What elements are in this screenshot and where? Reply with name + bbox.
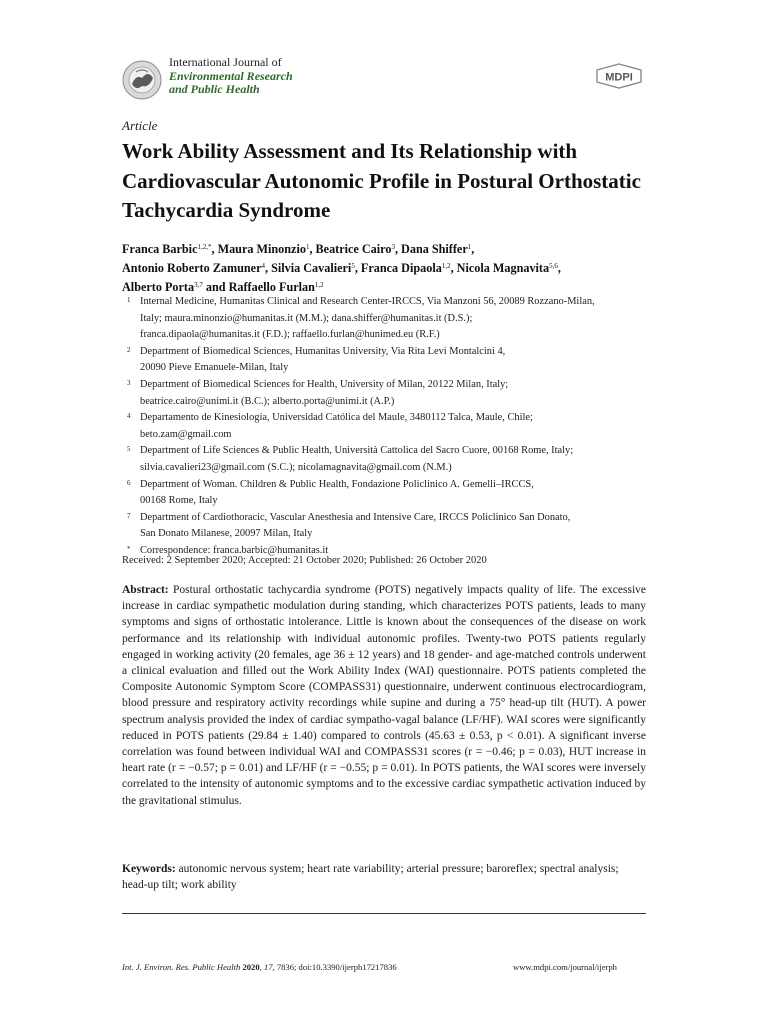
- author-affiliation-marker: 5: [351, 262, 355, 270]
- affiliation-item: [127, 344, 657, 377]
- mdpi-logo-text: MDPI: [605, 71, 633, 84]
- affiliation-item: [127, 443, 657, 476]
- author-name: Alberto Porta: [122, 280, 195, 294]
- keywords-label: Keywords:: [122, 863, 176, 875]
- journal-name-line1: International Journal of: [169, 55, 282, 69]
- abstract-text: Postural orthostatic tachycardia syndrome (POTS) negatively impacts quality of life. The excessive increase in cardiac sympathetic modulation during standing, which characterizes POTS patients, leads to many symptoms and signs of orthostatic intolerance. Little is known about the consequences of the disease on work performance and its relationship with individual autonomic profiles. Twenty-two POTS patients regularly engaged in working activity (20 females, age 36 ± 12 years) and 18 gender- and age-matched controls underwent a clinical evaluation and filled out the Work Ability Index (WAI) questionnaire. POTS patients completed the Composite Autonomic Symptom Score (COMPASS31) questionnaire, underwent continuous electrocardiogram, blood pressure and respiratory activity recordings while supine and during a 75° head-up tilt (HUT). A power spectrum analysis provided the index of cardiac sympatho-vagal balance (LF/HF). WAI scores were significantly reduced in POTS patients (29.84 ± 1.40) compared to controls (45.63 ± 0.53, p < 0.01). A significant inverse correlation was found between individual WAI and COMPASS31 scores (r = −0.46; p = 0.03), HUT increase in heart rate (r = −0.57; p = 0.01) and LF/HF (r = −0.55; p = 0.01). In POTS patients, the WAI scores were inversely correlated to the intensity of autonomic symptoms and to the excessive cardiac sympathetic activation induced by the gravitational stimulus.: [122, 584, 647, 807]
- affiliation-item: [127, 477, 657, 510]
- author-affiliation-marker: 1,2,*: [197, 243, 212, 251]
- author-affiliation-marker: 1,2: [314, 281, 324, 289]
- affiliation-line: Internal Medicine, Humanitas Clinical and Research Center-IRCCS, Via Manzoni 56, 20089 Rozzano-Milan,: [140, 296, 595, 307]
- author-name: Franca Dipaola: [360, 261, 442, 275]
- footer-doi: , 7836; doi:10.3390/ijerph17217836: [272, 962, 397, 972]
- author-name: Silvia Cavalieri: [271, 261, 352, 275]
- affiliation-line: 00168 Rome, Italy: [140, 495, 218, 507]
- author-separator: ,: [471, 242, 475, 256]
- footer-citation: Int. J. Environ. Res. Public Health 2020, 17, 7836; doi:10.3390/ijerph17217836: [122, 962, 397, 972]
- mdpi-logo: [594, 63, 644, 89]
- affiliation-number: 2: [127, 345, 131, 354]
- author-affiliation-marker: 5,6: [549, 262, 558, 270]
- affiliation-text: [140, 410, 657, 443]
- affiliation-line: beatrice.cairo@unimi.it (B.C.); alberto.porta@unimi.it (A.P.): [140, 395, 395, 407]
- abstract: [122, 582, 646, 809]
- author-name: Dana Shiffer: [401, 242, 468, 256]
- author-affiliation-marker: 3,7: [194, 281, 203, 289]
- affiliation-item: [127, 377, 657, 410]
- author-name: Antonio Roberto Zamuner: [122, 261, 262, 275]
- author-affiliation-marker: 1: [305, 243, 310, 251]
- author-affiliation-marker: 3: [391, 243, 395, 251]
- author-affiliation-marker: 1: [467, 243, 472, 251]
- affiliation-line: Correspondence: franca.barbic@humanitas.it: [140, 544, 329, 556]
- affiliation-line: Italy; maura.minonzio@humanitas.it (M.M.); dana.shiffer@humanitas.it (D.S.);: [140, 312, 473, 324]
- author-separator: ,: [211, 242, 218, 256]
- author-name: Maura Minonzio: [217, 242, 306, 256]
- author-separator: ,: [557, 261, 561, 275]
- affiliation-text: [140, 510, 657, 543]
- author-name: Raffaello Furlan: [228, 280, 315, 294]
- journal-logo-icon: [122, 60, 162, 100]
- author-separator: ,: [264, 261, 272, 275]
- affiliation-line: Department of Life Sciences & Public Health, Università Cattolica del Sacro Cuore, 00168 Rome, Italy;: [140, 445, 574, 457]
- affiliation-line: beto.zam@gmail.com: [140, 428, 232, 440]
- affiliation-number: *: [127, 544, 131, 553]
- affiliation-number: 4: [127, 412, 131, 421]
- affiliation-line: 20090 Pieve Emanuele-Milan, Italy: [140, 362, 289, 374]
- affiliation-line: Department of Woman. Children & Public Health, Fondazione Policlinico A. Gemelli–IRCCS,: [140, 478, 534, 490]
- affiliation-text: [140, 294, 657, 344]
- affiliation-number: 5: [127, 445, 131, 454]
- affiliation-number: 6: [127, 478, 131, 487]
- author-list: [122, 239, 642, 296]
- author-name: Nicola Magnavita: [456, 261, 550, 275]
- affiliation-line: Department of Cardiothoracic, Vascular Anesthesia and Intensive Care, IRCCS Policlinico San Donato,: [140, 511, 571, 523]
- author-separator: ,: [309, 242, 316, 256]
- publication-dates: Received: 2 September 2020; Accepted: 21 October 2020; Published: 26 October 2020: [122, 555, 487, 566]
- footer-journal-url[interactable]: www.mdpi.com/journal/ijerph: [513, 962, 617, 972]
- affiliation-text: [140, 377, 657, 410]
- affiliation-item: [127, 410, 657, 443]
- affiliation-list: [127, 294, 657, 560]
- affiliation-line: silvia.cavalieri23@gmail.com (S.C.); nicolamagnavita@gmail.com (N.M.): [140, 461, 452, 473]
- affiliation-item: [127, 294, 657, 344]
- author-affiliation-marker: 4: [261, 262, 265, 270]
- article-type: Article: [122, 118, 158, 133]
- author-separator: ,: [354, 261, 361, 275]
- author-separator: and: [202, 280, 229, 294]
- keywords: [122, 861, 646, 893]
- affiliation-line: Department of Biomedical Sciences for Health, University of Milan, 20122 Milan, Italy;: [140, 378, 509, 390]
- journal-name: [169, 56, 293, 97]
- affiliation-text: [140, 477, 657, 510]
- affiliation-line: franca.dipaola@humanitas.it (F.D.); raffaello.furlan@hunimed.eu (R.F.): [140, 329, 440, 341]
- abstract-label: Abstract:: [122, 584, 169, 596]
- affiliation-number: 3: [127, 378, 131, 387]
- footer-volume: 17: [263, 962, 273, 972]
- affiliation-line: San Donato Milanese, 20097 Milan, Italy: [140, 528, 313, 540]
- keywords-text: autonomic nervous system; heart rate variability; arterial pressure; baroreflex; spectral analysis; head-up tilt; work ability: [122, 863, 619, 892]
- footer-journal-abbrev: Int. J. Environ. Res. Public Health: [122, 962, 241, 972]
- paper-title: Work Ability Assessment and Its Relationship with Cardiovascular Autonomic Profile in Postural Orthostatic Tachycardia Syndrome: [122, 139, 641, 222]
- affiliation-item: [127, 510, 657, 543]
- affiliation-line: Departamento de Kinesiología, Universidad Católica del Maule, 3480112 Talca, Maule, Chile;: [140, 412, 533, 424]
- author-name: Beatrice Cairo: [315, 242, 392, 256]
- affiliation-text: [140, 443, 657, 476]
- affiliation-line: Department of Biomedical Sciences, Humanitas University, Via Rita Levi Montalcini 4,: [140, 345, 506, 357]
- author-name: Franca Barbic: [122, 242, 198, 256]
- journal-name-line3: and Public Health: [169, 82, 260, 96]
- author-separator: ,: [394, 242, 402, 256]
- footer-year: 2020: [242, 962, 260, 972]
- divider-rule: [122, 913, 646, 914]
- author-affiliation-marker: 1,2: [441, 262, 451, 270]
- affiliation-number: 7: [127, 511, 131, 520]
- author-separator: ,: [450, 261, 457, 275]
- journal-name-line2: Environmental Research: [169, 68, 293, 83]
- affiliation-number: 1: [127, 296, 131, 304]
- affiliation-text: [140, 344, 657, 377]
